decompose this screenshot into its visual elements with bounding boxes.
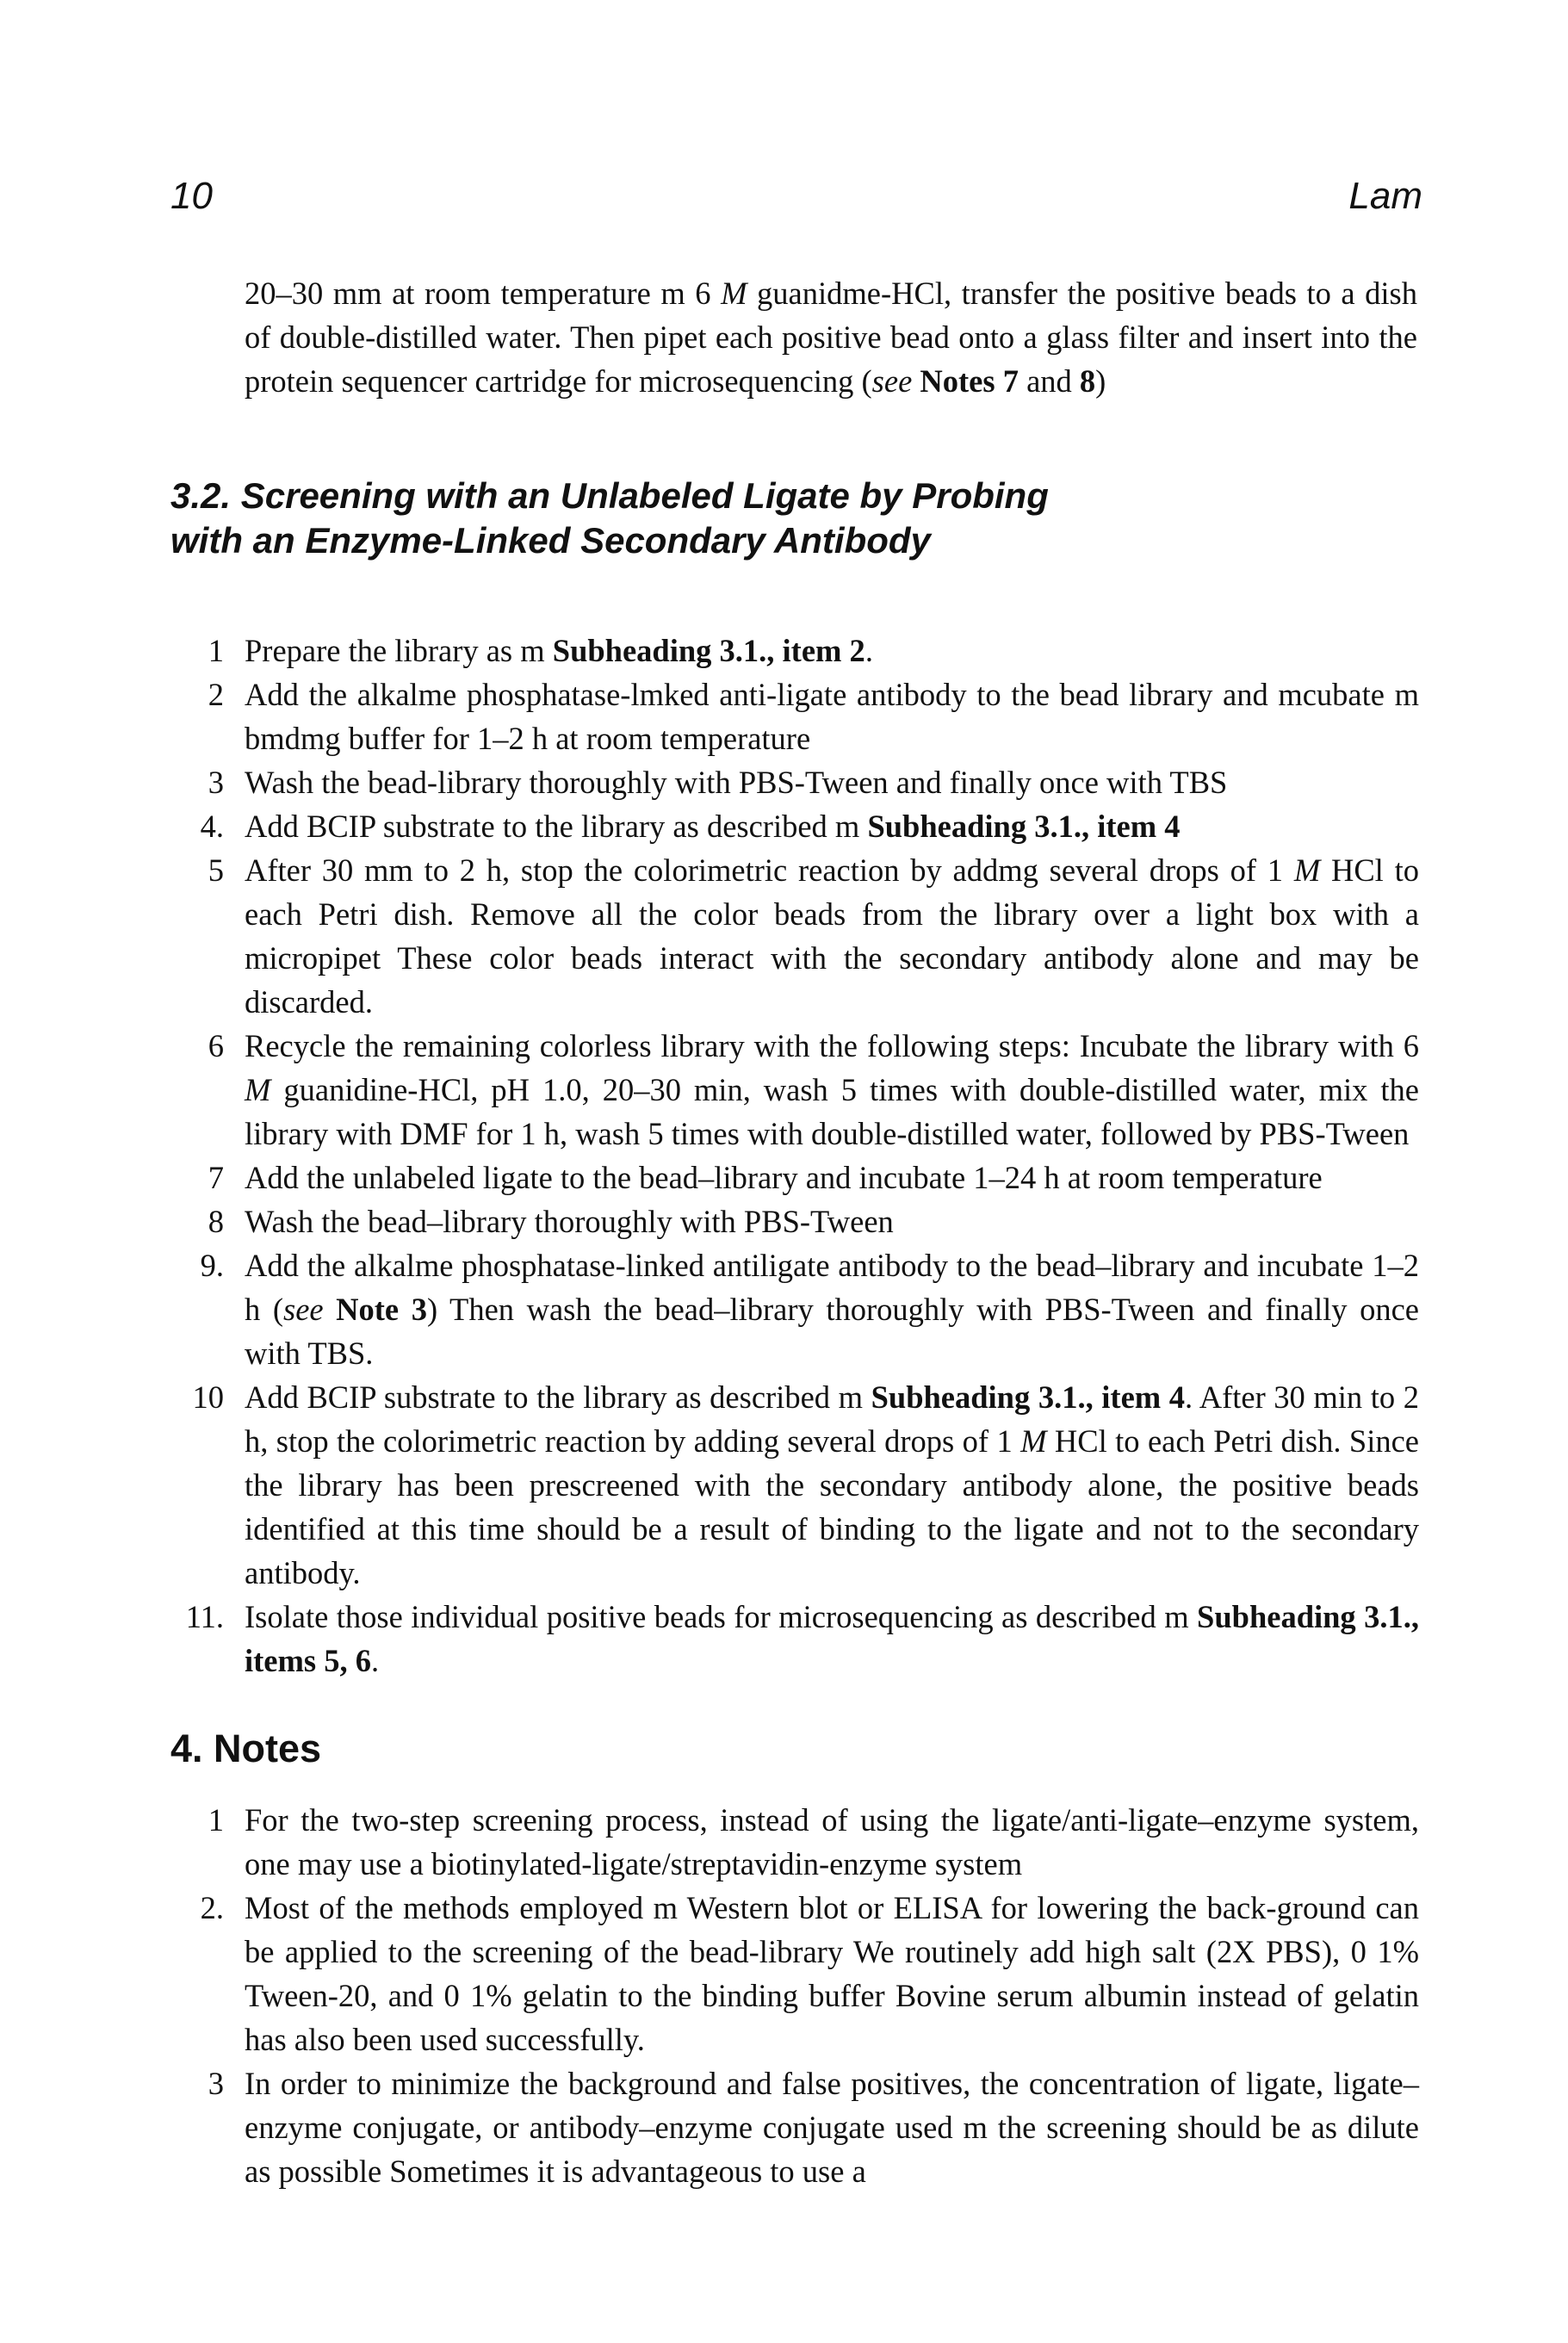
list-item [170,673,1419,760]
cont-note-8: 8 [1079,363,1096,399]
item-text: For the two-step screening process, instead of using the ligate/anti-ligate–enzyme system, one may use a biotinylated-ligate/streptavidin-enzyme system [245,1802,1419,1881]
item-number: 2. [200,1890,224,1925]
cont-notes-word: Notes [912,363,1003,399]
item-text: Add BCIP substrate to the library as described m [245,809,868,844]
cont-see: see [871,363,913,399]
cont-text-1: 20–30 mm at room temperature m 6 [245,276,722,311]
item-crossref: Subheading 3.1., item 4 [871,1379,1186,1415]
list-item [170,1798,1419,1886]
list-item [170,1156,1419,1199]
item-text: Add the alkalme phosphatase-linked antiligate antibody to the bead–library and incubate 1–2 h ( [245,1248,1419,1327]
item-crossref: Subheading 3.1., item 2 [552,633,865,668]
item-text: . [370,1643,380,1678]
item-text: Wash the bead-library thoroughly with PBS-Tween and finally once with TBS [245,765,1228,800]
item-number: 2 [208,677,224,712]
item-text: Isolate those individual positive beads for microsequencing as described m [245,1599,1198,1634]
list-item [170,1375,1419,1595]
item-number: 10 [192,1379,224,1415]
item-text: After 30 mm to 2 h, stop the colorimetric reaction by addmg several drops of 1 [245,852,1294,888]
item-text: . After 30 min to 2 h, stop the colorimetric reaction by adding several drops of 1 [245,1379,1419,1459]
item-number: 1 [208,633,224,668]
item-crossref: Subheading 3.1., items 5, 6 [245,1599,1420,1678]
item-text: guanidine-HCl, pH 1.0, 20–30 min, wash 5 times with double-distilled water, mix the library with DMF for 1 h, wash 5 times with double-distilled water, followed by PBS-Tween [245,1072,1419,1151]
list-item [170,629,1419,673]
list-item [170,760,1419,804]
section-heading-line-2: with an Enzyme-Linked Secondary Antibody [170,520,931,561]
notes-list [170,1798,1419,2193]
cont-and: and [1018,363,1080,399]
list-item [170,2061,1419,2193]
item-number: 3 [208,2066,224,2101]
item-text: Wash the bead–library thoroughly with PBS-Tween [245,1204,894,1239]
item-text: ) Then wash the bead–library thoroughly with PBS-Tween and finally once with TBS. [245,1292,1420,1371]
item-text: Prepare the library as m [245,633,553,668]
list-item [170,1024,1419,1156]
item-number: 4. [200,809,224,844]
list-item [170,1243,1419,1375]
item-text: HCl to each Petri dish. Since the library has been prescreened with the secondary antibody alone, the positive beads identified at this time should be a result of binding to the ligate and not to the secondary antibody. [245,1423,1419,1590]
item-number: 5 [208,852,224,888]
item-text: Add the alkalme phosphatase-lmked anti-ligate antibody to the bead library and mcubate m bmdmg buffer for 1–2 h at room temperature [245,677,1419,756]
item-crossref: Subheading 3.1., item 4 [867,809,1181,844]
cont-text-2: guanidme-HCl, transfer the positive beads to a dish of double-distilled water. Then pipet each positive bead onto a glass filter and insert into the protein sequencer cartridge for microsequencing ( [245,276,1418,399]
list-item [170,1886,1419,2061]
running-head [170,175,1422,226]
item-see: see [282,1292,324,1327]
item-number: 11. [185,1599,224,1634]
item-number: 7 [208,1160,224,1195]
list-item [170,804,1419,848]
item-text: Add BCIP substrate to the library as described m [245,1379,871,1415]
section-heading-line-1: 3.2. Screening with an Unlabeled Ligate by Probing [170,475,1049,516]
page-number: 10 [170,175,213,217]
item-number: 3 [208,765,224,800]
item-crossref: Note 3 [323,1292,427,1327]
section-heading-3-2 [170,474,1049,563]
item-number: 9. [200,1248,224,1283]
item-text: Add the unlabeled ligate to the bead–library and incubate 1–24 h at room temperature [245,1160,1323,1195]
item-number: 6 [208,1028,224,1063]
list-item [170,1199,1419,1243]
section-heading-notes: 4. Notes [170,1726,322,1770]
list-item [170,1595,1419,1683]
list-item [170,848,1419,1024]
cont-note-7: 7 [1002,363,1019,399]
item-number: 1 [208,1802,224,1838]
running-head-author: Lam [1348,175,1422,217]
item-text: HCl to each Petri dish. Remove all the color beads from the library over a light box with a micropipet These color beads interact with the secondary antibody alone and may be discarded. [245,852,1419,1020]
procedure-list [170,629,1419,1683]
continued-paragraph [245,271,1417,403]
cont-end: ) [1095,363,1106,399]
item-molar-unit: M [1293,852,1321,888]
item-text: In order to minimize the background and false positives, the concentration of ligate, ligate–enzyme conjugate, or antibody–enzyme conjugate used m the screening should be as dilute as possible Sometimes it is advantageous to use a [245,2066,1419,2189]
cont-molar-unit: M [721,276,747,311]
item-text: Recycle the remaining colorless library with the following steps: Incubate the library with 6 [245,1028,1419,1063]
item-text: . [865,633,873,668]
item-text: Most of the methods employed m Western blot or ELISA for lowering the back-ground can be applied to the screening of the bead-library We routinely add high salt (2X PBS), 0 1% Tween-20, and 0 1% gelatin to the binding buffer Bovine serum albumin instead of gelatin has also been used successfully. [245,1890,1419,2057]
item-number: 8 [208,1204,224,1239]
item-molar-unit: M [1020,1423,1047,1459]
item-molar-unit: M [245,1072,271,1107]
